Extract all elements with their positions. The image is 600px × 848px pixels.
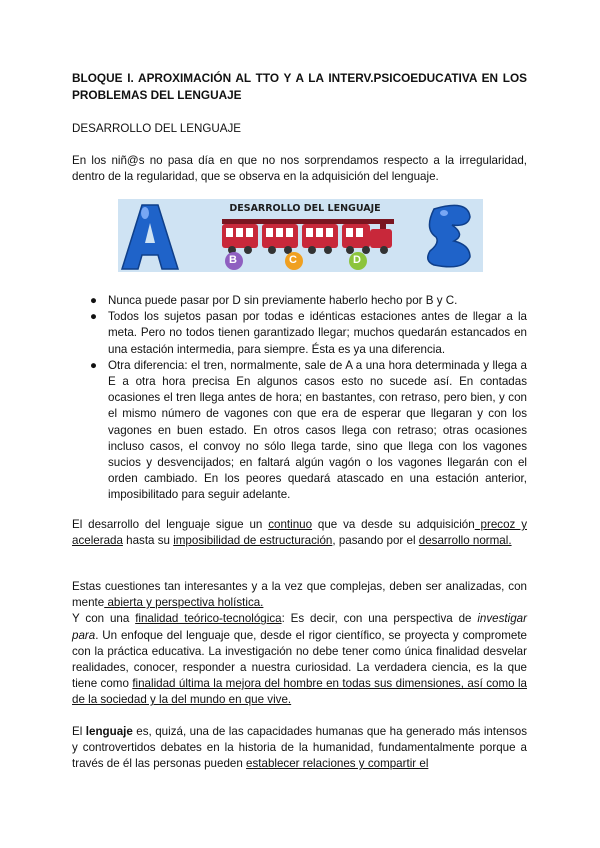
underlined-text: finalidad última la mejora del hombre en todas sus dimensiones, así como la de la sociedad y la del mundo en que vive.: [72, 677, 527, 707]
document-title: BLOQUE I. APROXIMACIÓN AL TTO Y A LA INTERV.PSICOEDUCATIVA EN LOS PROBLEMAS DEL LENGUAJE: [72, 71, 527, 102]
text-run: : Es decir, con una perspectiva de: [281, 612, 478, 626]
italic-text: investigar para: [72, 612, 527, 642]
wagon-letter-d: D: [353, 254, 361, 266]
text-run: El: [72, 725, 86, 738]
underlined-text: continuo: [268, 518, 313, 531]
train-icon: [222, 219, 394, 254]
underlined-text: finalidad teórico-tecnológica: [135, 612, 282, 626]
wagon-letter-c: C: [289, 254, 297, 266]
language-paragraph: [72, 724, 527, 773]
text-run: que va desde su adquisición: [312, 518, 475, 531]
underlined-text: establecer relaciones y compartir el: [246, 757, 429, 771]
underlined-text: desarrollo normal.: [418, 534, 512, 548]
text-run: , pasando por el: [332, 534, 419, 548]
text-run: hasta su: [122, 534, 174, 548]
text-run: Y con una: [72, 612, 136, 626]
bullet-icon: ●: [90, 358, 98, 372]
list-item: [72, 309, 527, 358]
letter-a-balloon: [122, 205, 178, 269]
train-banner-illustration: [118, 199, 483, 272]
list-item: [72, 358, 527, 504]
underlined-text: precoz y acelerada: [72, 518, 527, 548]
bullet-list: [72, 293, 527, 504]
text-run: El desarrollo del lenguaje sigue un: [72, 518, 269, 531]
list-item-text: Todos los sujetos pasan por todas e idénticas estaciones antes de llegar a la meta. Pero no todos tienen garantizado llegar; muchos quedarán estancados en una estación intermedia, para siempre. Ésta es ya una diferencia.: [108, 310, 527, 356]
text-run: Estas cuestiones tan interesantes y a la vez que complejas, deben ser analizadas, con mente: [72, 580, 527, 610]
text-run: . Un enfoque del lenguaje que, desde el rigor científico, se proyecta y compromete con la práctica educativa. La investigación no debe tener como única finalidad desvelar realidades, conocer, responder a nuestra curiosidad. La verdadera ciencia, es la que tiene como: [72, 628, 527, 691]
letter-e-balloon: [428, 205, 470, 266]
intro-paragraph: En los niñ@s no pasa día en que no nos sorprendamos respecto a la irregularidad, dentro de la regularidad, que se observa en la adquisición del lenguaje.: [72, 154, 527, 184]
bullet-icon: ●: [90, 294, 98, 307]
banner-title: DESARROLLO DEL LENGUAJE: [229, 203, 381, 214]
continuum-paragraph: [72, 517, 527, 549]
section-heading: DESARROLLO DEL LENGUAJE: [72, 122, 242, 135]
perspective-paragraph: [72, 579, 527, 709]
bullet-icon: ●: [90, 310, 98, 324]
underlined-text: abierta y perspectiva holística.: [104, 596, 264, 610]
list-item-text: Otra diferencia: el tren, normalmente, sale de A a una hora determinada y llega a E a otra hora precisa En algunos casos esto no sucede así. En contadas ocasiones el tren llega antes de hora; en bastantes, con retraso, pero bien, y con el mismo número de vagones con que era de esperar que llegaran y con los vagones en buen estado. En otros casos llega con retraso; otras ocasiones incluso casos, el convoy no sólo llega tarde, sino que llega con los vagones sucios y desvencijados; en faltará algún vagón o los vagones llegarán con el orden cambiado. En los peores quedará atascado en una estación anterior, imposibilitado para seguir adelante.: [108, 358, 527, 502]
list-item: [72, 293, 527, 309]
list-item-text: Nunca puede pasar por D sin previamente haberlo hecho por B y C.: [108, 294, 458, 307]
wagon-letter-b: B: [229, 254, 237, 266]
text-run: es, quizá, una de las capacidades humanas que ha generado más intensos y controvertidos debates en la historia de la humanidad, fundamentalmente porque a través de él las personas pueden: [72, 725, 528, 771]
underlined-text: imposibilidad de estructuración: [173, 534, 333, 548]
bold-text: lenguaje: [85, 725, 133, 738]
